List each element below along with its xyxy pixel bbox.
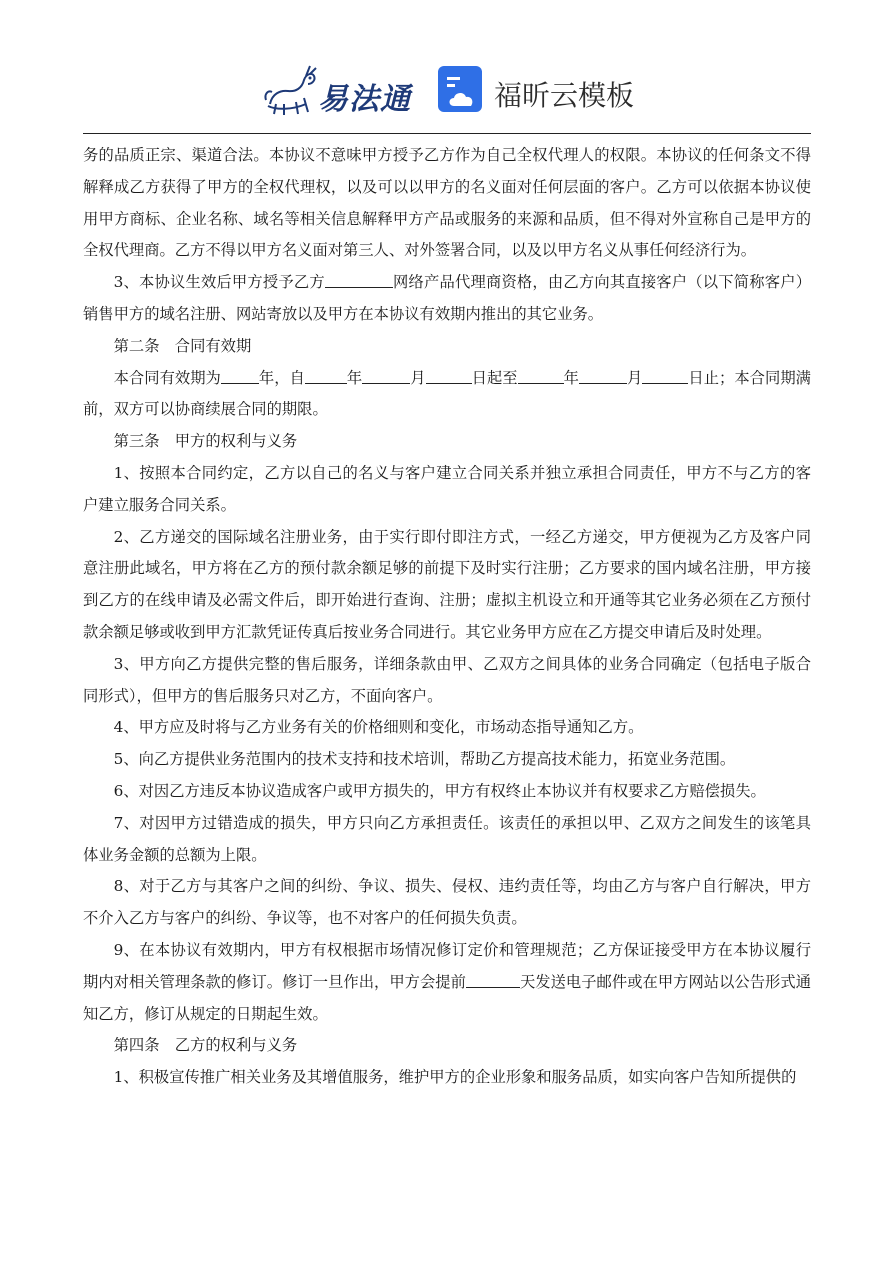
foxit-template-logo <box>436 64 656 120</box>
paragraph: 5、向乙方提供业务范围内的技术支持和技术培训，帮助乙方提高技术能力，拓宽业务范围。 <box>113 750 736 769</box>
foxit-brand-text: 福昕云模板 <box>494 79 635 112</box>
paragraph: 6、对因乙方违反本协议造成客户或甲方损失的，甲方有权终止本协议并有权要求乙方赔偿损失。 <box>113 781 766 800</box>
page-header <box>0 58 893 122</box>
blank-field[interactable] <box>426 368 472 384</box>
section-heading-2: 第二条 合同有效期 <box>113 336 252 355</box>
header-divider <box>83 133 811 134</box>
section-heading-3: 第三条 甲方的权利与义务 <box>113 432 298 451</box>
yifatong-brand-text: 易法通 <box>318 82 411 117</box>
paragraph-revision: 9、在本协议有效期内，甲方有权根据市场情况修订定价和管理规范；乙方保证接受甲方在本协议履行期内对相关管理条款的修订。修订一旦作出，甲方会提前 天发送电子邮件或在甲方网站以公告形式通知乙方，修订从规定的日期起生效。 <box>83 940 811 1023</box>
blank-field[interactable] <box>579 368 627 384</box>
blank-field[interactable] <box>466 972 520 988</box>
paragraph: 务的品质正宗、渠道合法。本协议不意味甲方授予乙方作为自己全权代理人的权限。本协议的任何条文不得解释成乙方获得了甲方的全权代理权，以及可以以甲方的名义面对任何层面的客户。乙方可以依据本协议使用甲方商标、企业名称、域名等相关信息解释甲方产品或服务的来源和品质，但不得对外宣称自己是甲方的全权代理商。乙方不得以甲方名义面对第三人、对外签署合同，以及以甲方名义从事任何经济行为。 <box>83 146 811 260</box>
paragraph-agency-grant: 3、本协议生效后甲方授予乙方 网络产品代理商资格，由乙方向其直接客户（以下简称客户）销售甲方的域名注册、网站寄放以及甲方在本协议有效期内推出的其它业务。 <box>83 273 811 323</box>
paragraph: 4、甲方应及时将与乙方业务有关的价格细则和变化，市场动态指导通知乙方。 <box>113 718 644 737</box>
section-heading-4: 第四条 乙方的权利与义务 <box>113 1036 298 1055</box>
blank-field[interactable] <box>362 368 410 384</box>
document-body <box>83 140 811 1094</box>
foxit-cloud-icon <box>436 64 486 116</box>
blank-field[interactable] <box>642 368 688 384</box>
blank-field[interactable] <box>325 272 393 288</box>
paragraph: 1、积极宣传推广相关业务及其增值服务，维护甲方的企业形象和服务品质，如实向客户告知所提供的 <box>113 1068 797 1087</box>
paragraph: 3、甲方向乙方提供完整的售后服务，详细条款由甲、乙双方之间具体的业务合同确定（包括电子版合同形式），但甲方的售后服务只对乙方，不面向客户。 <box>83 654 811 705</box>
paragraph: 2、乙方递交的国际域名注册业务，由于实行即付即注方式，一经乙方递交，甲方便视为乙方及客户同意注册此域名，甲方将在乙方的预付款余额足够的前提下及时实行注册；乙方要求的国内域名注册，甲方接到乙方的在线申请及必需文件后，即开始进行查询、注册；虚拟主机设立和开通等其它业务必须在乙方预付款余额足够或收到甲方汇款凭证传真后按业务合同进行。其它业务甲方应在乙方提交申请后及时处理。 <box>83 527 811 641</box>
blank-field[interactable] <box>305 368 347 384</box>
blank-field[interactable] <box>518 368 564 384</box>
paragraph: 1、按照本合同约定，乙方以自己的名义与客户建立合同关系并独立承担合同责任，甲方不与乙方的客户建立服务合同关系。 <box>83 463 811 514</box>
paragraph: 8、对于乙方与其客户之间的纠纷、争议、损失、侵权、违约责任等，均由乙方与客户自行解决，甲方不介入乙方与客户的纠纷、争议等，也不对客户的任何损失负责。 <box>83 877 811 928</box>
paragraph-term: 本合同有效期为 年，自 年 月 日起至 年 月 日止；本合同期满前，双方可以协商续展合同的期限。 <box>83 368 811 419</box>
blank-field[interactable] <box>221 368 259 384</box>
yifatong-logo <box>262 60 422 120</box>
qilin-icon <box>262 60 320 120</box>
paragraph: 7、对因甲方过错造成的损失，甲方只向乙方承担责任。该责任的承担以甲、乙双方之间发生的该笔具体业务金额的总额为上限。 <box>83 813 811 864</box>
